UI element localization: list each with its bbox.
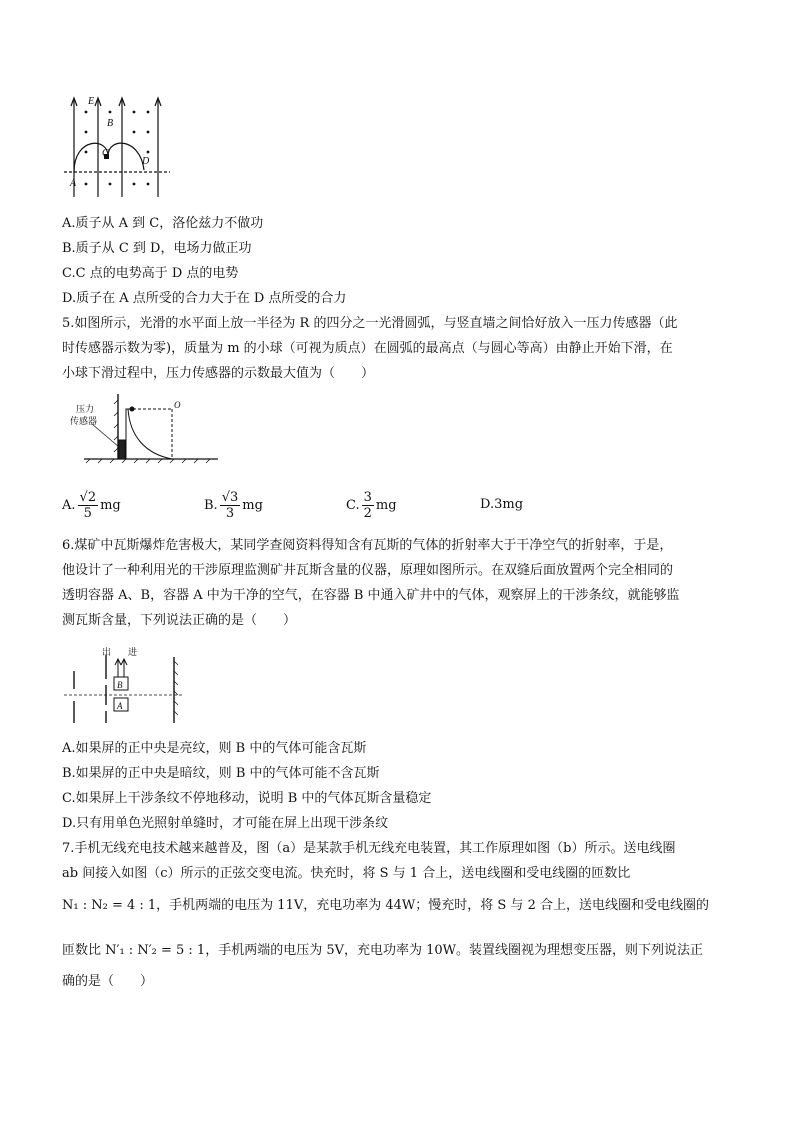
q6-stem-line2: 他设计了一种利用光的干涉原理监测矿井瓦斯含量的仪器，原理如图所示。在双缝后面放置两个完全相同的 (62, 563, 674, 578)
q4-label-e: E (88, 96, 95, 107)
q5-option-d: D.3mg (480, 497, 524, 512)
q4-label-d: D (142, 156, 150, 167)
q5-figure (62, 392, 222, 464)
q7-stem-line1: 7.手机无线充电技术越来越普及，图（a）是某款手机无线充电装置，其工作原理如图（b）所示。送电线圈 (62, 841, 676, 856)
q7-stem-line5: 确的是（ ） (62, 974, 154, 989)
q5-stem-line3: 小球下滑过程中，压力传感器的示数最大值为（ ） (62, 366, 375, 381)
q6-stem-line3: 透明容器 A、B，容器 A 中为干净的空气，在容器 B 中通入矿井中的气体，观察屏上的干涉条纹，就能够监 (62, 588, 680, 603)
q6-fig-label-b: B (117, 680, 123, 690)
q6-double-slit-figure (62, 643, 192, 727)
q5-option-a-unit: mg (100, 498, 121, 513)
q5-option-c-prefix: C. (346, 498, 360, 513)
q6-fig-label-a: A (117, 701, 123, 711)
q5-option-a (62, 490, 121, 521)
q6-option-d: D.只有用单色光照射单缝时，才可能在屏上出现干涉条纹 (62, 816, 389, 831)
q4-option-d: D.质子在 A 点所受的合力大于在 D 点所受的合力 (62, 291, 347, 306)
q4-option-a: A.质子从 A 到 C，洛伦兹力不做功 (62, 216, 264, 231)
q5-option-b (204, 490, 263, 521)
q6-option-a: A.如果屏的正中央是亮纹，则 B 中的气体可能含瓦斯 (62, 741, 367, 756)
q7-stem-line4: 匝数比 N′₁ : N′₂ = 5 : 1，手机两端的电压为 5V，充电功率为 10W。装置线圈视为理想变压器，则下列说法正 (62, 943, 704, 958)
q5-option-a-prefix: A. (62, 498, 76, 513)
q6-fig-label-in: 进 (128, 648, 138, 658)
q6-stem-line4: 测瓦斯含量，下列说法正确的是（ ） (62, 613, 297, 628)
q4-label-b: B (107, 118, 114, 129)
q5-fig-label-pressure: 压力 (76, 405, 95, 415)
q6-fig-label-out: 出 (102, 648, 112, 658)
q5-stem-line1: 5.如图所示，光滑的水平面上放一半径为 R 的四分之一光滑圆弧，与竖直墙之间恰好放入一压力传感器（此 (62, 316, 678, 331)
q4-label-c: C (102, 148, 109, 159)
q5-option-b-prefix: B. (204, 498, 218, 513)
q5-fig-label-o: O (174, 400, 181, 410)
q5-option-b-fraction: $\frac{√3}{3}$ (221, 490, 239, 521)
q5-option-c-unit: mg (375, 498, 397, 513)
q5-fig-label-sensor: 传感器 (70, 417, 98, 427)
q6-option-b: B.如果屏的正中央是暗纹，则 B 中的气体可能不含瓦斯 (62, 766, 380, 781)
q5-option-c (346, 490, 397, 521)
q4-option-c: C.C 点的电势高于 D 点的电势 (62, 266, 239, 281)
q5-option-c-fraction: $\frac{3}{2}$ (363, 490, 372, 521)
q7-stem-line3: N₁ : N₂ = 4 : 1，手机两端的电压为 11V，充电功率为 44W；慢充时，将 S 与 2 合上，送电线圈和受电线圈的 (62, 898, 709, 913)
q4-option-b: B.质子从 C 到 D，电场力做正功 (62, 241, 252, 256)
q7-stem-line2: ab 间接入如图（c）所示的正弦交变电流。快充时，将 S 与 1 合上，送电线圈和受电线圈的匝数比 (62, 866, 631, 881)
q4-label-a: A (70, 178, 77, 189)
q6-stem-line1: 6.煤矿中瓦斯爆炸危害极大，某同学查阅资料得知含有瓦斯的气体的折射率大于干净空气的折射率，于是， (62, 538, 673, 553)
q6-option-c: C.如果屏上干涉条纹不停地移动，说明 B 中的气体瓦斯含量稳定 (62, 791, 432, 806)
q4-field-figure (62, 92, 172, 202)
q5-stem-line2: 时传感器示数为零)，质量为 m 的小球（可视为质点）在圆弧的最高点（与圆心等高）由静止开始下滑，在 (62, 341, 673, 356)
q5-option-b-unit: mg (242, 498, 263, 513)
q5-option-a-fraction: $\frac{√2}{5}$ (79, 490, 97, 521)
